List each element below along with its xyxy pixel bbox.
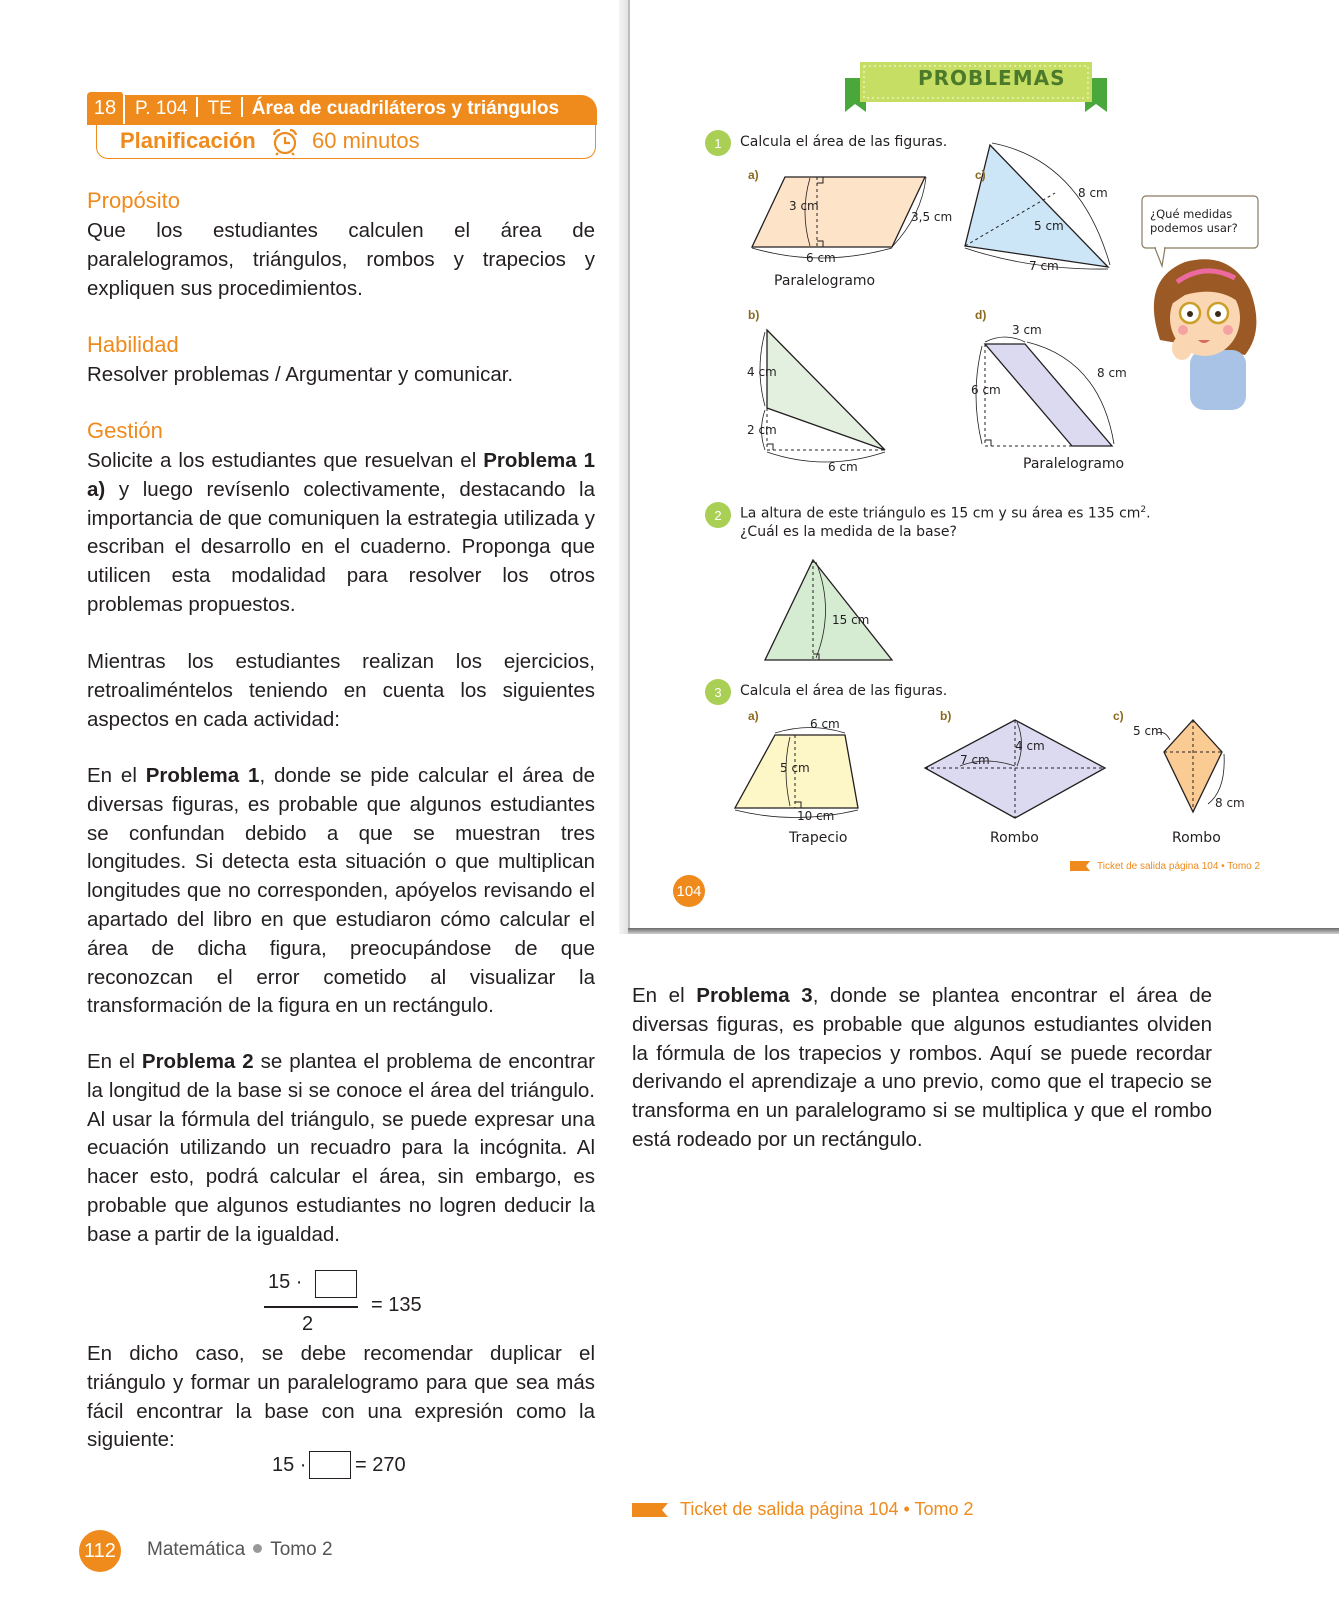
- q1a-height: 3 cm: [789, 199, 819, 213]
- management-title: Gestión: [87, 418, 163, 443]
- q1c-height: 5 cm: [1034, 219, 1064, 233]
- ticket-icon: [632, 1499, 670, 1521]
- q1a-base: 6 cm: [806, 251, 836, 265]
- page-number: 112: [79, 1530, 121, 1572]
- q3c-d2: 8 cm: [1215, 796, 1245, 810]
- alarm-clock-icon: [270, 128, 300, 156]
- q3b-name: Rombo: [990, 830, 1039, 846]
- q1a-side: 3,5 cm: [911, 210, 953, 224]
- ticket-text: Ticket de salida página 104 • Tomo 2: [680, 1499, 974, 1519]
- ticket-small-text: Ticket de salida página 104 • Tomo 2: [1097, 861, 1261, 872]
- eq1-rhs: = 135: [371, 1294, 422, 1316]
- q1c-base: 7 cm: [1029, 259, 1059, 273]
- eq2-lhs: 15 ·: [272, 1454, 307, 1476]
- q1c-side: 8 cm: [1078, 186, 1108, 200]
- eq1-fraction-bar: [264, 1306, 358, 1308]
- q1d-name: Paralelogramo: [1023, 456, 1125, 472]
- skill-text: Resolver problemas / Argumentar y comunicar.: [87, 363, 514, 386]
- q3a-label: a): [748, 709, 759, 723]
- problem1-text: En el Problema 1, donde se pide calcular el área de diversas figuras, es probable que algunos estudiantes se confundan debido a que se muestran tres longitudes. Si detecta esta situación o que multiplican longitudes que no corresponden, apóyelos revisando el apartado del libro en que estudiaron cómo calcular el área de dicha figura, preocupándose de que reconozcan el error cometido al visualizar la transformación de la figura en un rectángulo.: [87, 764, 595, 1018]
- q3c-name: Rombo: [1172, 830, 1221, 846]
- eq2-rhs: = 270: [355, 1454, 406, 1476]
- q1d-height: 6 cm: [971, 383, 1001, 397]
- q1a-name: Paralelogramo: [774, 273, 876, 289]
- q1c-label: c): [975, 168, 986, 182]
- q3a-top: 6 cm: [810, 717, 840, 731]
- q1b-label: b): [748, 308, 760, 322]
- q1b-height1: 4 cm: [747, 365, 777, 379]
- problem2-text: En el Problema 2 se plantea el problema de encontrar la longitud de la base si se conoce el área del triángulo. Al usar la fórmula del triángulo, se puede expresar una ecuación utilizando un recuadro para la incógnita. Al hacer esto, podrá calcular el área, sin embargo, es probable que algunos estudiantes no logren deducir la base a partir de la igualdad.: [87, 1050, 596, 1246]
- speech-bubble-text: ¿Qué medidas podemos usar?: [1150, 207, 1238, 235]
- book-page-number: 104: [673, 875, 705, 907]
- problem3-text: Calcula el área de las figuras.: [740, 683, 948, 699]
- feedback-text: Mientras los estudiantes realizan los ejercicios, retroaliméntelos teniendo en cuenta los siguientes aspectos en cada actividad:: [87, 650, 595, 731]
- problemas-banner-text: PROBLEMAS: [918, 66, 1066, 90]
- q3c-d1: 5 cm: [1133, 724, 1163, 738]
- book-page-drawing: [630, 0, 1339, 928]
- q3a-name: Trapecio: [789, 830, 848, 846]
- ticket-small-icon: [1070, 861, 1090, 871]
- problem1-text: Calcula el área de las figuras.: [740, 134, 948, 150]
- eq1-denominator: 2: [302, 1313, 314, 1335]
- q2-height: 15 cm: [832, 613, 870, 627]
- purpose-text: Que los estudiantes calculen el área de paralelogramos, triángulos, rombos y trapecios y expliquen sus procedimientos.: [87, 219, 595, 300]
- eq1-box: [315, 1270, 357, 1298]
- q1b-base: 6 cm: [828, 460, 858, 474]
- duration: 60 minutos: [312, 128, 420, 153]
- problem1-number: 1: [705, 130, 731, 156]
- q1d-label: d): [975, 308, 987, 322]
- skill-title: Habilidad: [87, 332, 179, 357]
- planning-label: Planificación: [120, 128, 256, 153]
- q1a-label: a): [748, 168, 759, 182]
- q1d-top: 3 cm: [1012, 323, 1042, 337]
- q3a-base: 10 cm: [797, 809, 835, 823]
- page-ref: P. 104: [135, 98, 188, 119]
- page-left-shadow: [619, 0, 628, 934]
- problem2-line2: ¿Cuál es la medida de la base?: [740, 524, 957, 540]
- header-text: [135, 97, 559, 120]
- q3b-d2: 4 cm: [1015, 739, 1045, 753]
- q1d-side: 8 cm: [1097, 366, 1127, 380]
- problem2-number: 2: [705, 502, 731, 528]
- eq1-numerator: 15 ·: [268, 1271, 303, 1293]
- girl-character: [1154, 259, 1257, 410]
- problem3-text-teacher: En el Problema 3, donde se plantea encontrar el área de diversas figuras, es probable que algunos estudiantes olviden la fórmula de los trapecios y rombos. Aquí se puede recordar derivando el aprendizaje a uno previo, como que el trapecio se transforma en un paralelogramo si se multiplica y que el rombo está rodeado por un rectángulo.: [632, 984, 1212, 1151]
- lesson-number: 18: [87, 92, 125, 124]
- eq2-box: [309, 1451, 351, 1479]
- q1b-height2: 2 cm: [747, 423, 777, 437]
- management-text: Solicite a los estudiantes que resuelvan el Problema 1 a) y luego revísenlo colectivamente, destacando la importancia de que comuniquen la estrategia utilizada y escriban el desarrollo en el cuaderno. Proponga que utilicen esta modalidad para resolver los otros problemas propuestos.: [87, 449, 595, 616]
- page-bottom-shadow: [628, 928, 1339, 934]
- q3b-label: b): [940, 709, 952, 723]
- problem2-line1: La altura de este triángulo es 15 cm y su área es 135 $cm^2$.: [740, 505, 1151, 522]
- te-label: TE: [207, 98, 232, 119]
- duplicate-text: En dicho caso, se debe recomendar duplicar el triángulo y formar un paralelogramo para que sea más fácil encontrar la base con una expresión como la siguiente:: [87, 1342, 595, 1452]
- q3b-d1: 7 cm: [960, 753, 990, 767]
- problem3-number: 3: [705, 679, 731, 705]
- q3a-height: 5 cm: [780, 761, 810, 775]
- lesson-title: Área de cuadriláteros y triángulos: [251, 98, 560, 119]
- footer-subject: Matemática Tomo 2: [147, 1539, 333, 1560]
- q3c-label: c): [1113, 709, 1124, 723]
- purpose-title: Propósito: [87, 188, 180, 213]
